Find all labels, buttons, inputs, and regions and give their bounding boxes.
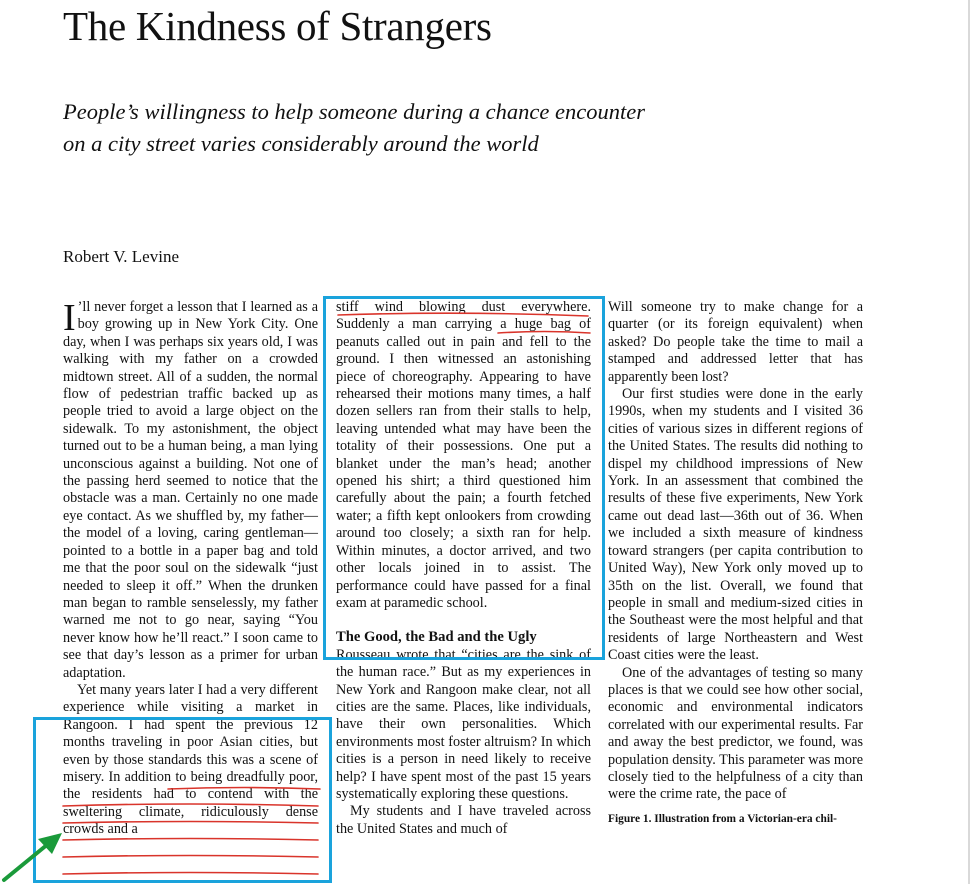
drop-cap: I	[63, 297, 76, 339]
paragraph	[63, 299, 318, 682]
paragraph: Rousseau wrote that “cities are the sink of the human race.” But as my experiences in New York and Rangoon make clear, not all cities are the same. Places, like individuals, have their own personalities. Which environments most foster altruism? In which cities is a person in need likely to receive help? I have spent most of the past 15 years systematically exploring these questions.	[336, 646, 591, 802]
paragraph: Will someone try to make change for a quarter (or its foreign equivalent) when asked? Do people take the time to mail a stamped and addressed letter that has apparently been lost?	[608, 299, 863, 385]
highlight-box-column-1	[33, 717, 332, 883]
subtitle-line-1: People’s willingness to help someone during a chance encounter	[63, 99, 645, 124]
author-byline: Robert V. Levine	[63, 247, 179, 266]
paragraph-text: ’ll never forget a lesson that I learned as a boy growing up in New York City. One day, when I was perhaps six years old, I was walking with my father on a crowded midtown street. All of a sudden, the normal flow of pedestrian traffic backed up as people tried to avoid a large object on the sidewalk. To my astonishment, the object turned out to be a human being, a man lying unconscious against a building. Not one of the passing herd seemed to notice that the obstacle was a man. Certainly no one made eye contact. As we shuffled by, my father—the model of a loving, caring gentleman—pointed to a bottle in a paper bag and told me that the poor soul on the sidewalk “just needed to sleep it off.” When the drunken man began to ramble senselessly, my father warned me not to go near, saying “You never know how he’ll react.” I soon came to see that day’s lesson as a primer for urban adaptation.	[63, 299, 318, 681]
paragraph: Yet many years later I had a very different experience while visiting a market in Rangoon. I had spent the previous 12 months traveling in poor Asian cities, but even by those standards this was a scene of misery. In addition to being dreadfully poor, the residents had to contend with the sweltering climate, ridiculously dense crowds and a	[63, 681, 318, 838]
figure-caption: Figure 1. Illustration from a Victorian-era chil-	[608, 812, 837, 825]
paragraph: stiff wind blowing dust everywhere. Suddenly a man carrying a huge bag of peanuts called out in pain and fell to the ground. I then witnessed an astonishing piece of choreography. Appearing to have rehearsed their motions many times, a half dozen sellers ran from their stalls to help, leaving untended what may have been the totality of their possessions. One put a blanket under the man’s head; another opened his shirt; a third questioned him carefully about the pain; a fourth fetched water; a fifth kept onlookers from crowding around too closely; a sixth ran for help. Within minutes, a doctor arrived, and two other locals joined in to assist. The performance could have passed for a final exam at paramedic school.	[336, 299, 591, 611]
section-heading: The Good, the Bad and the Ugly	[336, 629, 537, 646]
paragraph: My students and I have traveled across the United States and much of	[336, 803, 591, 837]
article-title: The Kindness of Strangers	[63, 3, 492, 49]
highlight-box-column-2	[323, 296, 605, 660]
paragraph: Our first studies were done in the early 1990s, when my students and I visited 36 cities of various sizes in different regions of the United States. The results did nothing to dispel my childhood impressions of New York. In an assessment that combined the results of these five experiments, New York came out dead last—36th out of 36. When we included a sixth measure of kindness toward strangers (per capita contribution to United Way), New York only moved up to 35th on the list. Overall, we found that people in small and medium-sized cities in the Southeast were the most helpful and that residents of large Northeastern and West Coast cities were the least.	[608, 386, 863, 664]
subtitle-line-2: on a city street varies considerably around the world	[63, 131, 539, 156]
article-subtitle	[63, 96, 645, 160]
column-3	[608, 299, 863, 828]
paragraph: One of the advantages of testing so many places is that we could see how other social, economic and environmental indicators correlated with our experimental results. Far and away the best predictor, we found, was population density. This parameter was more closely tied to the helpfulness of a city than were the crime rate, the pace of	[608, 664, 863, 803]
